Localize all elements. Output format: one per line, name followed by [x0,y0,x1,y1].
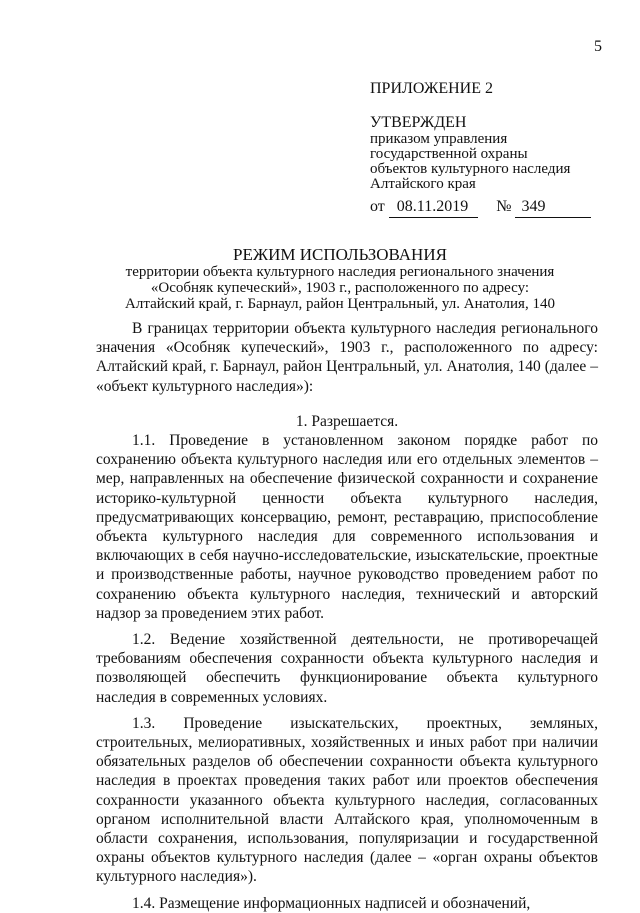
approved-label: УТВЕРЖДЕН [370,114,467,131]
number-label: № [496,198,512,215]
title-line: территории объекта культурного наследия регионального значения [125,264,555,280]
title-line: «Особняк купеческий», 1903 г., расположенного по адресу: [150,280,530,296]
paragraph-1-1: 1.1. Проведение в установленном законом порядке работ по сохранению объекта культурного наследия или его отдельных элементов – мер, направленных на обеспечение физической сохранности и сохранение историко-культурной ценности объекта культурного наследия, предусматривающих консервацию, ремонт, реставрацию, приспособление объекта культурного наследия для современного использования и включающих в себя научно-исследовательские, изыскательские, проектные и производственные работы, научное руководство проведением работ по сохранению объекта культурного наследия, технический и авторский надзор за проведением этих работ. [96,432,598,622]
date-label: от [370,198,385,215]
paragraph-1-2: 1.2. Ведение хозяйственной деятельности, не противоречащей требованиям обеспечения сохранности объекта культурного наследия и позволяющей обеспечить функционирование объекта культурного наследия в современных условиях. [96,631,598,706]
document-body [96,319,598,913]
approval-block [370,80,610,218]
intro-paragraph: В границах территории объекта культурного наследия регионального значения «Особняк купеческий», 1903 г., расположенного по адресу: Алтайский край, г. Барнаул, район Центральный, ул. Анатолия, 140 (далее – «объект культурного наследия»): [96,320,598,395]
section-heading: 1. Разрешается. [295,412,399,430]
order-date-row [370,198,610,218]
date-value: 08.11.2019 [389,198,478,218]
title-line: Алтайский край, г. Барнаул, район Центральный, ул. Анатолия, 140 [125,296,555,312]
document-title [60,246,620,312]
paragraph-1-3: 1.3. Проведение изыскательских, проектных, земляных, строительных, мелиоративных, хозяйственных и иных работ при наличии обязательных разделов об обеспечении сохранности объекта культурного наследия в проектах проведения таких работ или проектов обеспечения сохранности указанного объекта культурного наследия, согласованных органом исполнительной власти Алтайского края, уполномоченным в области сохранения, использования, популяризации и государственной охраны объектов культурного наследия (далее – «орган охраны объектов культурного наследия»). [96,714,598,886]
order-line: объектов культурного наследия [370,161,571,177]
paragraph-1-4: 1.4. Размещение информационных надписей и обозначений, [132,894,531,912]
appendix-label: ПРИЛОЖЕНИЕ 2 [370,80,494,97]
order-line: Алтайского края [370,176,476,192]
page-number: 5 [594,38,602,55]
title-heading: РЕЖИМ ИСПОЛЬЗОВАНИЯ [233,245,447,264]
order-line: государственной охраны [370,146,528,162]
order-line: приказом управления [370,131,508,147]
number-value: 349 [515,198,591,218]
